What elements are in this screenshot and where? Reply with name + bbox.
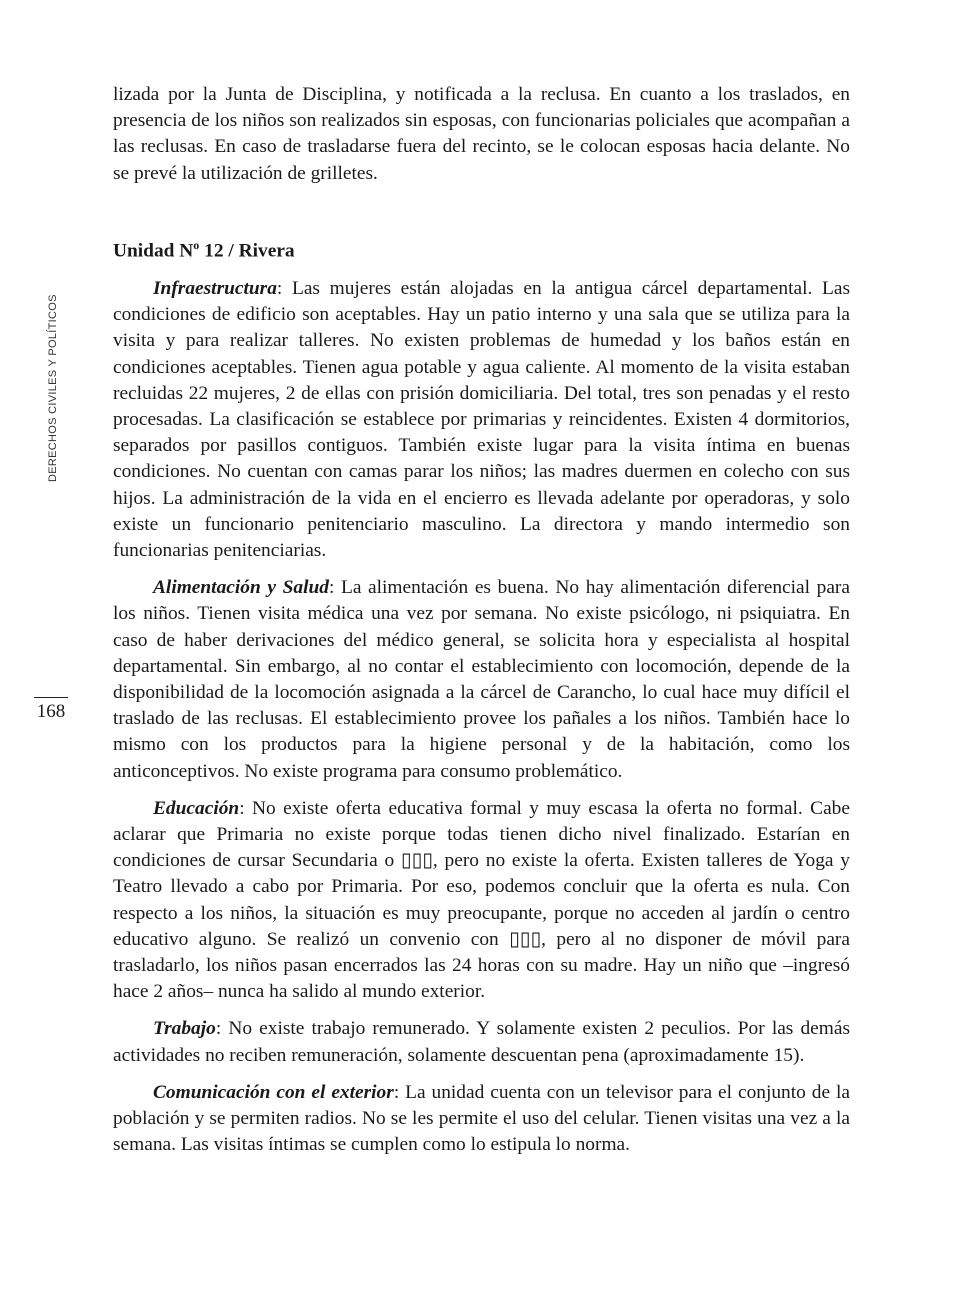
paragraph-lead: Comunicación con el exterior bbox=[153, 1081, 394, 1103]
section-title bbox=[113, 238, 295, 262]
paragraph-body: : Las mujeres están alojadas en la antigua cárcel departamental. Las condiciones de edificio son aceptables. Hay un patio interno y una sala que se utiliza para la visita y para realizar talleres. No existen problemas de humedad y los baños están en condiciones aceptables. Tienen agua potable y agua caliente. Al momento de la visita estaban recluidas 22 mujeres, 2 de ellas con prisión domiciliaria. Del total, tres son penadas y el resto procesadas. La clasificación se establece por primarias y reincidentes. Existen 4 dormitorios, separados por pasillos contiguos. También existe lugar para la visita íntima en buenas condiciones. No cuentan con camas parar los niños; las madres duermen en colecho con sus hijos. La administración de la vida en el encierro es llevada adelante por operadoras, y solo existe un funcionario penitenciario masculino. La directora y mando intermedio son funcionarias penitenciarias. bbox=[113, 278, 850, 562]
section-title-prefix: Unidad N bbox=[113, 240, 194, 262]
intro-block bbox=[113, 82, 850, 187]
section-title-sup: o bbox=[193, 238, 200, 252]
paragraph-lead: Alimentación y Salud bbox=[153, 577, 329, 599]
paragraph-alimentacion-salud bbox=[113, 575, 850, 785]
paragraph-body: : La alimentación es buena. No hay alimentación diferencial para los niños. Tienen visita médica una vez por semana. No existe psicólogo, ni psiquiatra. En caso de haber derivaciones del médico general, se solicita hora y especialista al hospital departamental. Sin embargo, al no contar el establecimiento con locomoción, depende de la disponibilidad de la locomoción asignada a la cárcel de Carancho, lo cual hace muy difícil el traslado de las reclusas. El establecimiento provee los pañales a los niños. También hace lo mismo con los productos para la higiene personal y de la habitación, como los anticonceptivos. No existe programa para consumo problemático. bbox=[113, 577, 850, 782]
running-header: DERECHOS CIVILES Y POLÍTICOS bbox=[47, 294, 59, 482]
paragraph-body: : No existe oferta educativa formal y muy escasa la oferta no formal. Cabe aclarar que Primaria no existe porque todas tienen dicho nivel finalizado. Estarían en condiciones de cursar Secundaria o ▯▯▯, pero no existe la oferta. Existen talleres de Yoga y Teatro llevado a cabo por Primaria. Por eso, podemos concluir que la oferta es nula. Con respecto a los niños, la situación es muy preocupante, porque no acceden al jardín o centro educativo alguno. Se realizó un convenio con ▯▯▯, pero al no disponer de móvil para trasladarlo, los niños pasan encerrados las 24 horas con su madre. Hay un niño que –ingresó hace 2 años– nunca ha salido al mundo exterior. bbox=[113, 797, 850, 1003]
paragraph-body: : La unidad cuenta con un televisor para el conjunto de la población y se permiten radios. No se les permite el uso del celular. Tienen visitas una vez a la semana. Las visitas íntimas se cumplen como lo estipula lo norma. bbox=[113, 1081, 850, 1156]
paragraph-body: : No existe trabajo remunerado. Y solamente existen 2 peculios. Por las demás actividades no reciben remuneración, solamente descuentan pena (aproximadamente 15). bbox=[113, 1018, 850, 1066]
section-body bbox=[113, 276, 850, 1159]
paragraph-infraestructura bbox=[113, 276, 850, 564]
paragraph-lead: Trabajo bbox=[153, 1018, 216, 1040]
page-number: 168 bbox=[34, 697, 68, 723]
paragraph-lead: Infraestructura bbox=[153, 278, 277, 299]
paragraph-lead: Educación bbox=[153, 797, 240, 819]
paragraph-trabajo bbox=[113, 1016, 850, 1068]
paragraph-educacion bbox=[113, 796, 850, 1006]
section-title-suffix: 12 / Rivera bbox=[199, 240, 295, 262]
intro-paragraph: lizada por la Junta de Disciplina, y notificada a la reclusa. En cuanto a los traslados, en presencia de los niños son realizados sin esposas, con funcionarias policiales que acompañan a las reclusas. En caso de trasladarse fuera del recinto, se le colocan esposas hacia delante. No se prevé la utilización de grilletes. bbox=[113, 84, 850, 184]
paragraph-comunicacion bbox=[113, 1080, 850, 1159]
